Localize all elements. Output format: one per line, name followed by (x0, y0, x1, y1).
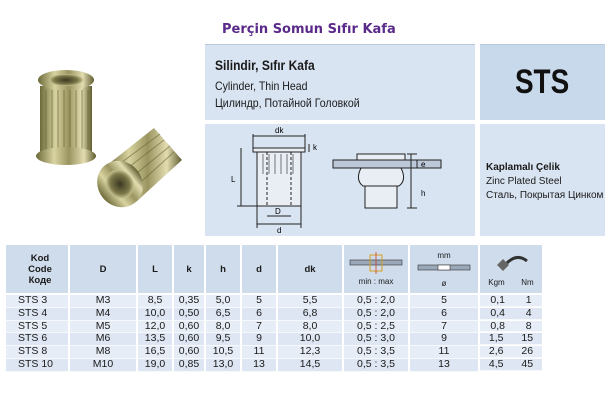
cell-hole: 6 (410, 308, 478, 321)
cell-h: 8,0 (206, 321, 240, 334)
cell-D: M6 (70, 333, 136, 346)
torque-nm-label: Nm (521, 278, 534, 287)
cell-hole: 13 (410, 359, 478, 372)
spec-table-header (6, 245, 542, 295)
cell-k: 0,60 (174, 333, 204, 346)
table-row (6, 359, 542, 372)
cell-D: M3 (70, 295, 136, 308)
product-name-en: Cylinder, Thin Head (215, 79, 308, 93)
cell-h: 10,5 (206, 346, 240, 359)
cell-grip: 0,5 : 3,5 (344, 359, 408, 372)
cell-hole: 5 (410, 295, 478, 308)
cell-code: STS 8 (6, 346, 68, 359)
header-d: d (242, 245, 276, 295)
header-k: k (174, 245, 204, 295)
cell-kgm: 1,5 (488, 332, 504, 345)
cell-kgm: 0,4 (490, 306, 505, 319)
technical-drawing (205, 124, 475, 236)
cell-torque (480, 321, 542, 333)
product-code-panel (480, 44, 605, 120)
rivet-nut-upright (36, 70, 96, 165)
spec-table (4, 245, 544, 372)
cell-torque (480, 346, 542, 358)
table-row (6, 308, 542, 321)
table-row (6, 321, 542, 334)
dim-label-e: e (421, 160, 426, 169)
cell-torque (480, 308, 542, 320)
cell-k: 0,85 (174, 359, 204, 372)
dim-label-k: k (313, 143, 317, 152)
torque-kgm-label: Kgm (488, 278, 505, 287)
material-en: Zinc Plated Steel (486, 176, 562, 187)
cell-grip: 0,5 : 3,5 (344, 346, 408, 359)
dim-label-D: D (275, 207, 281, 216)
hole-mm-label: mm (437, 250, 451, 260)
cell-grip: 0,5 : 2,0 (344, 295, 408, 308)
hole-diameter-icon (416, 260, 472, 276)
cell-d: 7 (242, 321, 276, 334)
header-code-tr: Kod (30, 252, 50, 264)
header-code-ru: Коде (28, 274, 52, 286)
hole-symbol: ø (441, 278, 447, 288)
cell-L: 19,0 (138, 359, 172, 372)
cell-k: 0,60 (174, 321, 204, 334)
table-row (6, 295, 542, 308)
spec-table-body (6, 295, 542, 372)
cell-nm: 8 (525, 319, 532, 332)
cell-d: 9 (242, 333, 276, 346)
cell-kgm: 2,6 (488, 345, 504, 358)
cell-dk: 8,0 (278, 321, 342, 334)
cell-nm: 45 (521, 357, 534, 370)
material-ru: Сталь, Покрытая Цинком (486, 190, 604, 201)
cell-code: STS 5 (6, 321, 68, 334)
cell-d: 6 (242, 308, 276, 321)
cell-h: 5,0 (206, 295, 240, 308)
cell-grip: 0,5 : 2,0 (344, 308, 408, 321)
product-photo (14, 56, 194, 226)
header-D: D (70, 245, 136, 295)
header-h: h (206, 245, 240, 295)
cell-k: 0,60 (174, 346, 204, 359)
cell-nm: 1 (525, 294, 532, 306)
cell-D: M10 (70, 359, 136, 372)
cell-h: 6,5 (206, 308, 240, 321)
cell-D: M5 (70, 321, 136, 334)
cell-dk: 14,5 (278, 359, 342, 372)
cell-L: 10,0 (138, 308, 172, 321)
header-code-en: Code (28, 263, 52, 275)
cell-kgm: 0,1 (490, 294, 505, 306)
cell-dk: 10,0 (278, 333, 342, 346)
cell-D: M8 (70, 346, 136, 359)
product-code: STS (515, 63, 570, 101)
cell-dk: 12,3 (278, 346, 342, 359)
cell-k: 0,50 (174, 308, 204, 321)
header-torque (480, 245, 542, 295)
header-L: L (138, 245, 172, 295)
dim-label-L: L (231, 175, 236, 184)
cell-kgm: 0,8 (490, 319, 505, 332)
cell-dk: 6,8 (278, 308, 342, 321)
cell-hole: 9 (410, 333, 478, 346)
cell-kgm: 4,5 (488, 357, 504, 370)
table-row (6, 346, 542, 359)
material-tr: Kaplamalı Çelik (486, 162, 560, 173)
header-hole-diameter (410, 245, 478, 295)
cell-dk: 5,5 (278, 295, 342, 308)
cell-code: STS 6 (6, 333, 68, 346)
technical-drawing-panel (205, 124, 475, 236)
cell-nm: 26 (521, 345, 534, 358)
grip-range-label: min : max (358, 277, 394, 286)
table-row (6, 333, 542, 346)
header-dk: dk (278, 245, 342, 295)
cell-h: 13,0 (206, 359, 240, 372)
cell-grip: 0,5 : 2,5 (344, 321, 408, 334)
product-name-ru: Цилиндр, Потайной Головкой (215, 96, 360, 110)
cell-hole: 11 (410, 346, 478, 359)
cell-d: 11 (242, 346, 276, 359)
cell-D: M4 (70, 308, 136, 321)
cell-torque (480, 295, 542, 307)
cell-code: STS 3 (6, 295, 68, 308)
cell-hole: 7 (410, 321, 478, 334)
product-description-panel (205, 44, 475, 120)
grip-range-icon (348, 252, 404, 274)
cell-h: 9,5 (206, 333, 240, 346)
header-grip-range (344, 245, 408, 295)
page-title: Perçin Somun Sıfır Kafa (222, 22, 396, 37)
cell-torque (480, 359, 542, 371)
cell-k: 0,35 (174, 295, 204, 308)
cell-torque (480, 333, 542, 345)
wrench-icon (491, 251, 531, 275)
product-name-tr: Silindir, Sıfır Kafa (215, 57, 315, 73)
header-code (6, 245, 68, 295)
dim-label-h: h (421, 189, 426, 198)
cell-L: 12,0 (138, 321, 172, 334)
cell-nm: 4 (525, 306, 532, 319)
cell-L: 13,5 (138, 333, 172, 346)
cell-d: 5 (242, 295, 276, 308)
cell-L: 8,5 (138, 295, 172, 308)
material-panel (480, 124, 605, 236)
dim-label-d: d (277, 226, 282, 235)
rivet-nut-tilted (88, 128, 182, 217)
dim-label-dk: dk (275, 126, 284, 135)
cell-nm: 15 (521, 332, 534, 345)
cell-code: STS 10 (6, 359, 68, 372)
cell-L: 16,5 (138, 346, 172, 359)
cell-code: STS 4 (6, 308, 68, 321)
cell-d: 13 (242, 359, 276, 372)
cell-grip: 0,5 : 3,0 (344, 333, 408, 346)
